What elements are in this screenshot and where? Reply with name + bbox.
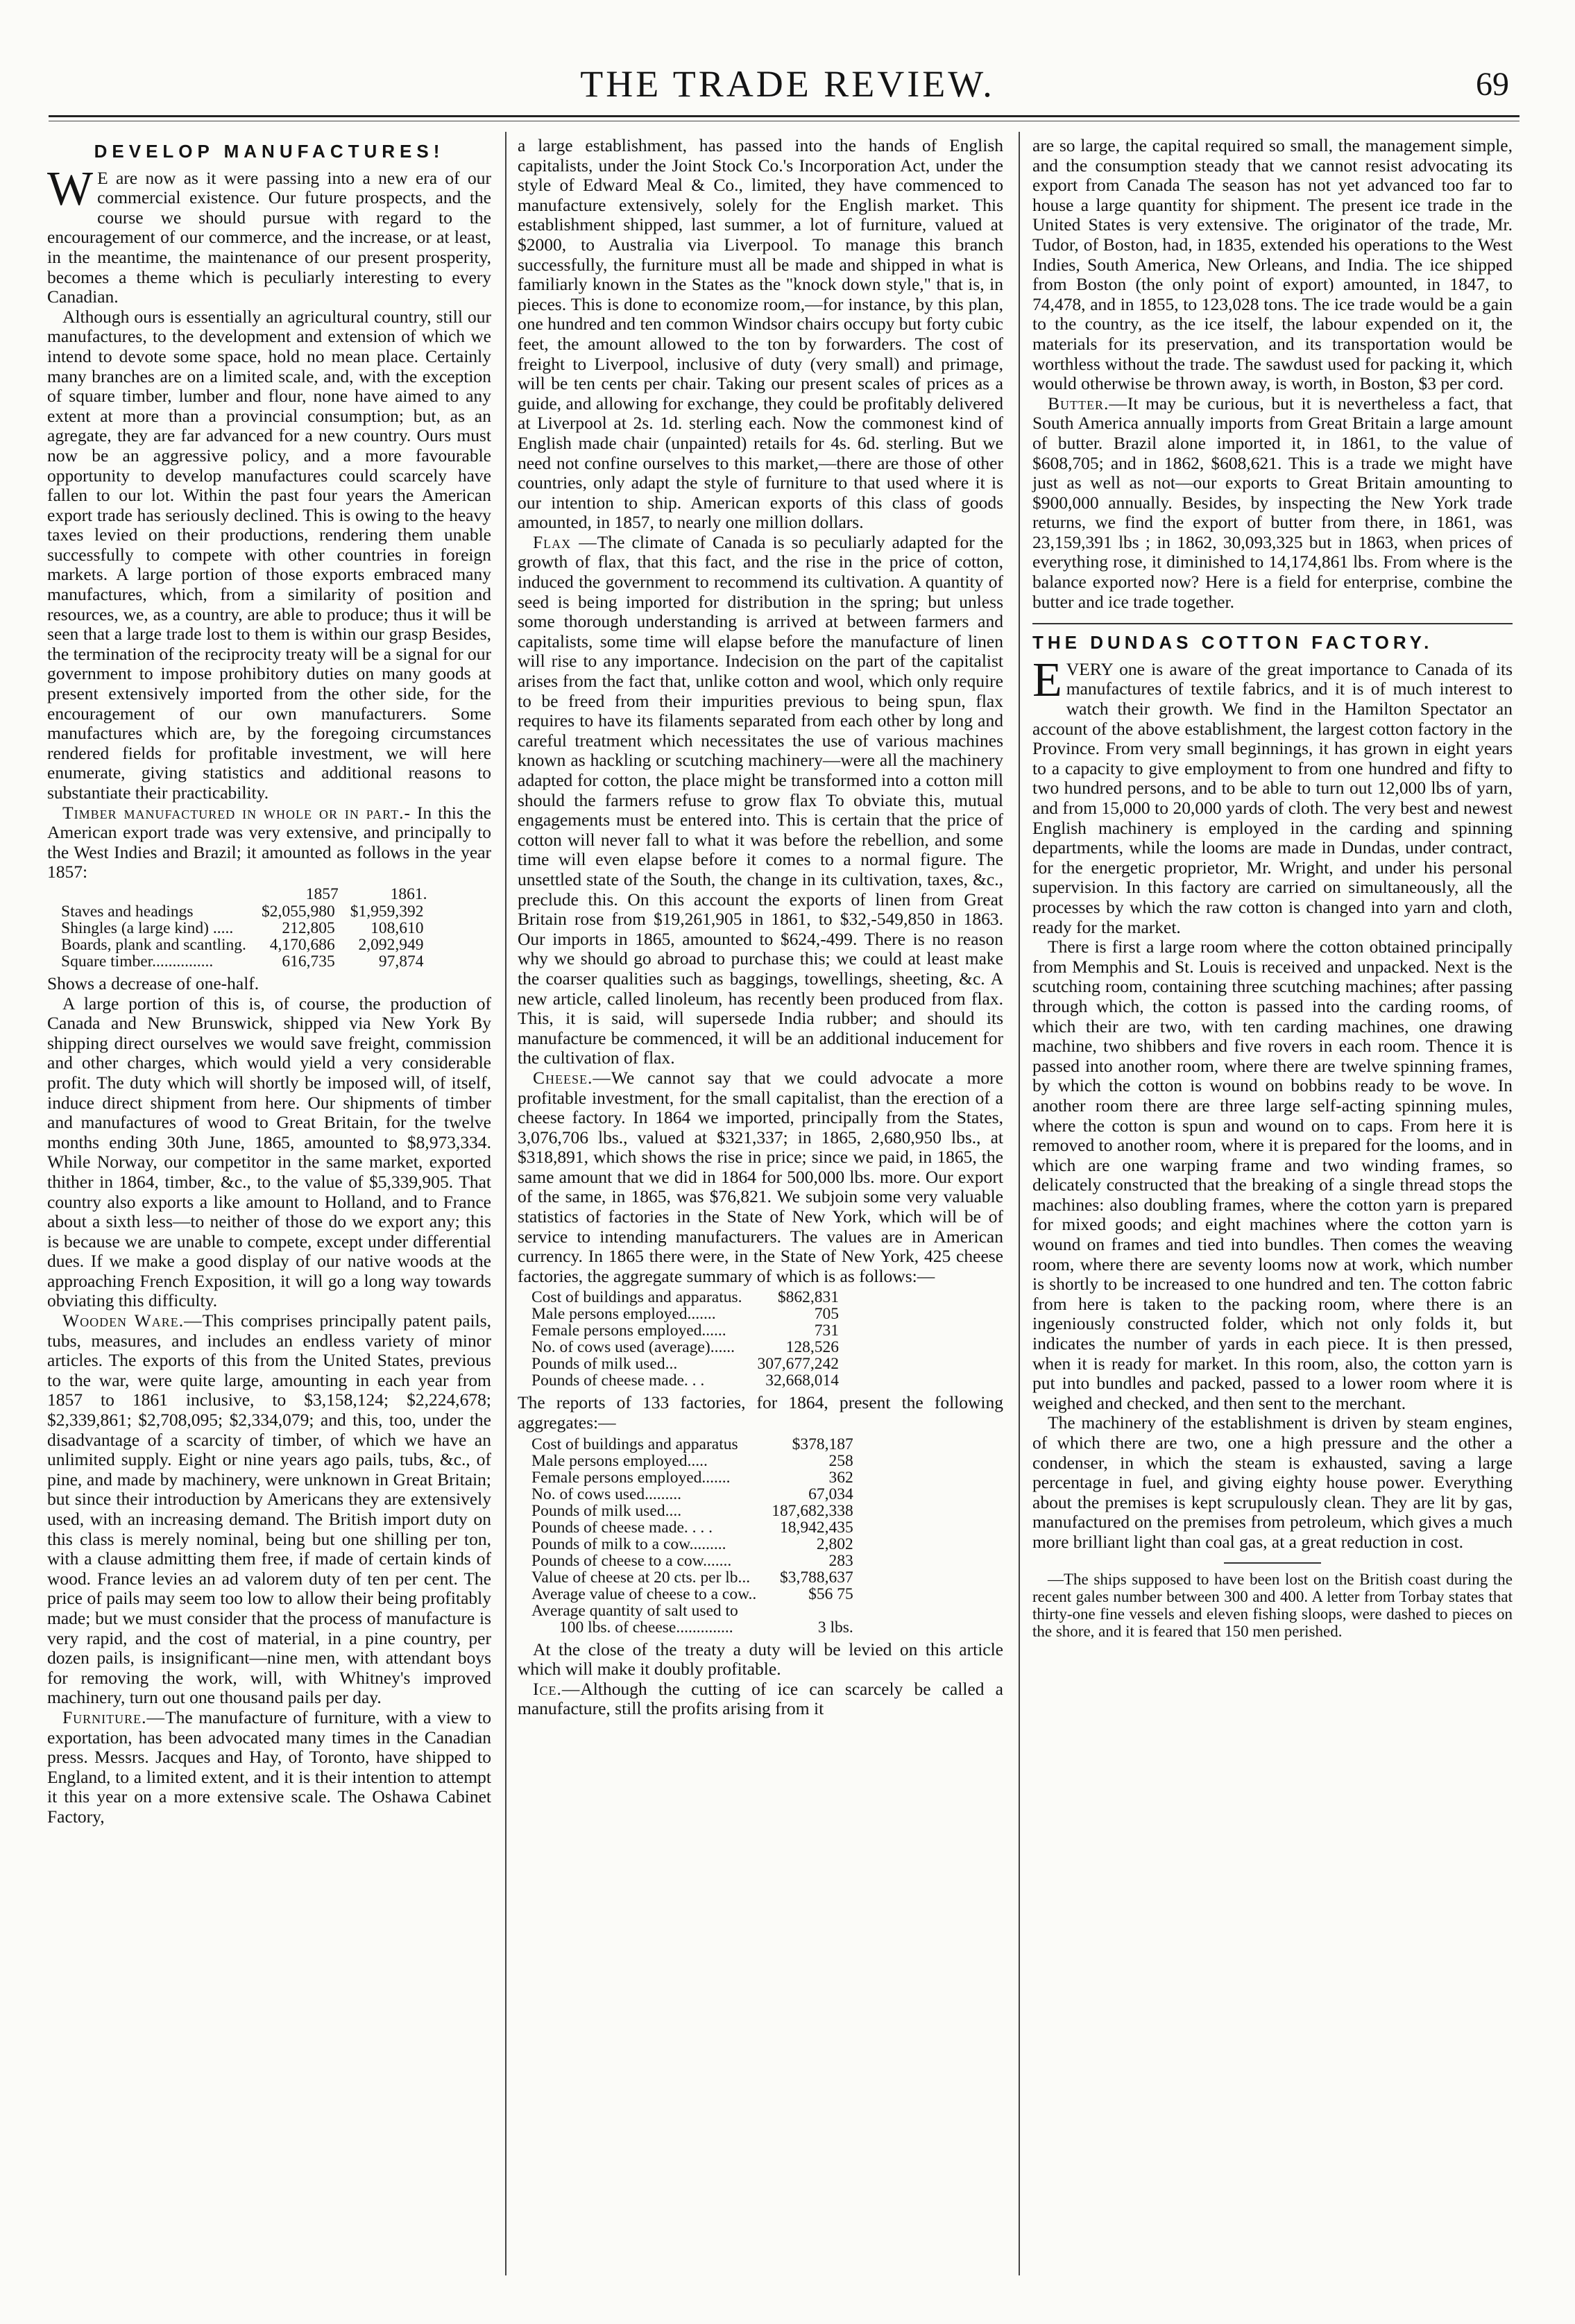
table-row: No. of cows used (average)...... 128,526 [531,1338,840,1357]
column-divider [505,132,506,2275]
table-row: Staves and headings $2,055,980 $1,959,392 [61,902,424,921]
article-paragraph: a large establishment, has passed into the hands of English capitalists, under the Joint Stock Co.'s Incorporation Act, under the style of Edward Meal & Co., limited, they have commenced to manufacture extensively, solely for the English market. This establishment shipped, last summer, a lot of furniture, valued at $2000, to Australia via Liverpool. To manage this branch successfully, the furniture must all be made and shipped in what is familiarly known in the States as the "knock down style," that is, in pieces. This is done to economize room,—for instance, by this plan, one hundred and ten common Windsor chairs occupy but forty cubic feet, the amount allowed to the ton by forwarders. The cost of freight to Liverpool, inclusive of duty (very small) and primage, will be ten cents per chair. Taking our present scales of prices as a guide, and allowing for exchange, they could be profitably delivered at Liverpool at 2s. 1d. sterling each. Now the commonest kind of English made chair (unpainted) retails for 4s. 6d. sterling. But we need not confine ourselves to this market,—there are those of other countries, only adapt the style of furniture to that used where it is our intention to ship. American exports of this class of goods amounted, in 1857, to nearly one million dollars. [518,135,1003,533]
article-paragraph: The reports of 133 factories, for 1864, present the following aggregates:— [518,1392,1003,1433]
page-header [0,62,1575,111]
article-paragraph: EVERY one is aware of the great importance to Canada of its manufactures of textile fabrics, and it is of much interest to watch their growth. We find in the Hamilton Spectator an account of the above establishment, the largest cotton factory in the Province. From very small beginnings, it has grown in eight years to a capacity to give employment to from one hundred and fifty to two hundred persons, and to be able to turn out 12,000 lbs of yarn, and from 15,000 to 20,000 yards of cloth. The very best and newest English machinery is employed in the carding and spinning departments, while the looms are made in Dundas, under contract, for the energetic proprietor, Mr. Wright, and under his personal supervision. In this factory are carried on simultaneously, all the processes by which the raw cotton is changed into yarn and cloth, ready for the market. [1032,653,1513,937]
news-note: —The ships supposed to have been lost on the British coast during the recent gales number between 300 and 400. A letter from Torbay states that thirty-one fine vessels and eleven fishing sloops, were dashed to pieces on the shore, and it is feared that 150 men perished. [1032,1570,1513,1640]
table-row: Male persons employed....... 705 [531,1305,840,1324]
article-paragraph: Butter.—It may be curious, but it is nevertheless a fact, that South America annually imports from Great Britain a large amount of butter. Brazil alone imported it, in 1861, to the value of $608,705; and in 1862, $608,621. This is a trade we might have just as well as not—our exports to Great Britain amounting to $900,000 annually. Besides, by inspecting the New York trade returns, we find the export of butter from there, in 1861, was 23,159,391 lbs ; in 1862, 30,093,325 but in 1863, when prices of everything rose, it diminished to 14,174,861 lbs. From where is the balance exported now? Here is a field for enterprise, combine the butter and ice trade together. [1032,393,1513,612]
article-paragraph: Wooden Ware.—This comprises principally patent pails, tubs, measures, and includes an endless variety of minor articles. The exports of this from the United States, previous to the war, were quite large, amounting in each year from 1857 to 1861 inclusive, to $3,158,124; $2,224,678; $2,339,861; $2,708,095; $2,334,079; and this, too, under the disadvantage of a scarcity of timber, of which we have an unlimited supply. Eight or nine years ago pails, tubs, &c., of pine, and made by machinery, were unknown in Great Britain; but since their introduction by Americans they are extensively used, with an increasing demand. The British import duty on this class is merely nominal, being but one shilling per ton, with a clause admitting them free, if made of certain kinds of wood. France levies an ad valorem duty of ten per cent. The price of pails may seem too low to allow their being profitably made; but we must consider that the process of manufacture is very rapid, and the cost of material, in a pine country, per dozen pails, is insignificant—nine men, with attendant boys for removing the work, will, with Whitney's improved machinery, turn out one thousand pails per day. [47,1310,491,1708]
section-rule [1032,623,1513,624]
timber-export-table [61,885,427,970]
article-paragraph: The machinery of the establishment is driven by steam engines, of which there are two, one a high pressure and the other a condenser, in which the steam is exhausted, saving a large percentage in fuel, and giving eighty house power. Everything about the premises is kept scrupulously clean. They are lit by gas, manufactured on the premises from petroleum, which gives a much more brilliant light than coal gas, at a great reduction in cost. [1032,1412,1513,1552]
cheese-factory-table-1864 [531,1436,858,1636]
table-row: Pounds of milk used.... 187,682,338 [531,1501,853,1520]
article-paragraph: Cheese.—We cannot say that we could advocate a more profitable investment, for the small capitalist, than the erection of a cheese factory. In 1864 we imported, principally from the States, 3,076,706 lbs., valued at $321,337; in 1865, 2,680,950 lbs., at $318,891, which shows the rise in price; since we paid, in 1865, the same amount that we did in 1864 for 500,000 lbs. more. Our export of the same, in 1865, was $76,821. We subjoin some very valuable statistics of factories in the State of New York, which will be of service to intending manufacturers. The values are in American currency. In 1865 there were, in the State of New York, 425 cheese factories, the aggregate summary of which is as follows:— [518,1067,1003,1286]
table-row: Shingles (a large kind) ..... 212,805 108,610 [61,919,424,937]
table-row: Pounds of cheese to a cow....... 283 [531,1551,853,1570]
table-row: Pounds of milk to a cow......... 2,802 [531,1535,853,1553]
table-row: Pounds of cheese made. . . . 18,942,435 [531,1518,853,1537]
page-number: 69 [1476,66,1509,103]
article-paragraph: Flax —The climate of Canada is so peculiarly adapted for the growth of flax, that this fact, and the rise in the price of cotton, induced the government to recommend its cultivation. A quantity of seed is being imported for distribution in the spring; but unless some thorough understanding is arrived at between farmers and capitalists, some time will elapse before the manufacture of linen will rise to any importance. Indecision on the part of the capitalist arises from the fact that, unlike cotton and wool, which only require to be freed from their impurities previous to being spun, flax requires to have its filaments separated from each other by long and careful treatment which necessitates the use of various machines known as hackling or scutching machinery—were all the machinery adapted for cotton, the place might be transformed into a cotton mill should the farmers refuse to grow flax To obviate this, mutual engagements must be entered into. This is certain that the price of cotton will never fall to what it was before the rebellion, and some time will even elapse before it comes to a normal figure. The unsettled state of the South, the change in its cultivation, taxes, &c., preclude this. On this account the exports of linen from Great Britain rose from $19,261,905 in 1861, to $32,-549,850 in 1863. Our imports in 1865, amounted to $624,-499. There is no reason why we should go abroad to purchase this; we could at least make the coarser qualities such as baggings, towellings, sheeting, &c. A new article, called linoleum, has recently been produced from flax. This, it is said, will supersede India rubber; and should its manufacture be commenced, it will be an additional inducement for the cultivation of flax. [518,531,1003,1068]
table-row: Value of cheese at 20 cts. per lb... $3,788,637 [531,1568,853,1587]
article-paragraph: are so large, the capital required so small, the management simple, and the consumption steady that we cannot resist advocating its export from Canada The season has not yet advanced too far to house a large quantity for shipment. The present ice trade in the United States is very extensive. The originator of the trade, Mr. Tudor, of Boston, had, in 1835, extended his operations to the West Indies, South America, New Orleans, and India. The ice shipped from Boston (the only point of export) amounted, in 1847, to 74,478, and in 1855, to 123,028 tons. The ice trade would be a gain to the country, as the ice itself, the labour expended on it, the materials for its preservation, and its transportation would be worthless without the trade. The sawdust used for packing it, which would otherwise be thrown away, is worth, in Boston, $3 per cord. [1032,135,1513,394]
run-in-heading: Timber manufactured in whole or in part.- [62,802,411,823]
table-row: Female persons employed...... 731 [531,1322,840,1340]
table-row: Cost of buildings and apparatus $378,187 [531,1435,853,1453]
run-in-heading: Flax — [533,531,597,552]
column-divider [1019,132,1020,2275]
drop-cap: E [1032,653,1062,707]
article-heading: THE DUNDAS COTTON FACTORY. [1032,632,1433,653]
run-in-heading: Cheese.— [533,1067,611,1088]
column-2 [518,136,1003,1719]
cheese-factory-table-1865 [531,1289,843,1389]
table-row: Pounds of cheese made. . . 32,668,014 [531,1372,840,1390]
header-rule [49,115,1519,117]
section-rule [1224,1562,1321,1564]
article-paragraph: There is first a large room where the cotton obtained principally from Memphis and St. Louis is received and unpacked. Next is the scutching room, containing three scutching machines; after passing through which, the cotton is passed into the carding rooms, of which their are two, with ten carding machines, one drawing machine, two shibbers and five rovers in each room. Thence it is passed into another room, where there are twelve spinning frames, by which the cotton is wound on bobbins ready to be wove. In another room there are three large self-acting spinning mules, where the cotton is spun and wound on to caps. From here it is removed to another room, where it is prepared for the looms, and in which are one warping frame and two winding frames, so delicately constructed that the breaking of a single thread stops the machines: also doubling frames, where the cotton yarn is prepared for mixed goods; and eight machines where the cotton yarn is wound on frames and tied into bundles. Then comes the weaving room, where there are seventy looms now at work, which number is shortly to be increased to one hundred and ten. The cotton fabric from here is taken to the packing room, where there is an ingeniously constructed folder, which not only folds it, but indicates the number of yards in each piece. It is then pressed, when it is ready for market. In this room, also, the cotton yarn is put into bundles and packed, passed to a lower room where it is weighed and checked, and then sent to the merchant. [1032,937,1513,1413]
publication-title: THE TRADE REVIEW. [580,63,995,105]
run-in-heading: Ice.— [533,1678,581,1699]
table-row: Boards, plank and scantling. 4,170,686 2,092,949 [61,935,424,954]
run-in-heading: Wooden Ware.— [62,1310,203,1331]
drop-cap: W [47,162,94,216]
table-row: Cost of buildings and apparatus. $862,831 [531,1288,840,1307]
article-paragraph: A large portion of this is, of course, the production of Canada and New Brunswick, shipped via New York By shipping direct ourselves we would save freight, commission and other charges, which would yield a very considerable profit. The duty which will shortly be imposed will, of itself, induce direct shipment from here. Our shipments of timber and manufactures of wood to Great Britain, for the twelve months ending 30th June, 1865, amounted to $8,973,334. While Norway, our competitor in the same market, exported thither in 1864, timber, &c., to the value of $5,339,905. That country also exports a like amount to Holland, and to France about a sixth less—to neither of those do we export any; this is because we are unable to compete, except under differential dues. If we make a good display of our native woods at the approaching French Exposition, it will go a long way towards obviating this difficulty. [47,993,491,1311]
table-row: Square timber............... 616,735 97,874 [61,952,424,971]
article-paragraph: Although ours is essentially an agricultural country, still our manufactures, to the development and extension of which we intend to devote some space, hold no mean place. Certainly many branches are on a limited scale, and, with the exception of square timber, lumber and flour, none have aimed to any extent at more than a provincial consumption; but, as an agregate, they are far advanced for a new country. Ours must now be an aggressive policy, and a more favourable opportunity to develop manufactures could scarcely have fallen to our lot. Within the past four years the American export trade has seriously declined. This is owing to the heavy taxes levied on their productions, rendering them unable successfully to compete with other countries in foreign markets. A large portion of those exports embraced many manufactures, which, from a similarity of position and resources, we, as a country, are able to produce; thus it will be seen that a large trade lost to them is within our grasp Besides, the termination of the reciprocity treaty will be a signal for our government to impose prohibitory duties on many goods at present extensively imported from the other side, for the encouragement of our own manufacturers. Some manufactures which are, by the foregoing circumstances rendered fields for profitable investment, we will here enumerate, giving statistics and additional reasons to substantiate their practicability. [47,306,491,803]
article-paragraph: Furniture.—The manufacture of furniture, with a view to exportation, has been advocated many times in the Canadian press. Messrs. Jacques and Hay, of Toronto, have shipped to England, to a limited extent, and it is their intention to attempt it this year on a more extensive scale. The Oshawa Cabinet Factory, [47,1707,491,1827]
article-paragraph: At the close of the treaty a duty will be levied on this article which will make it doubly profitable. [518,1639,1003,1680]
article-paragraph: Timber manufactured in whole or in part.- In this the American export trade was very extensive, and principally to the West Indies and Brazil; it amounted as follows in the year 1857: [47,802,492,882]
table-header: 1861. [390,885,427,903]
table-header: 1857 [305,885,339,903]
article-heading: DEVELOP MANUFACTURES! [94,141,445,162]
column-1 [47,136,491,1827]
article-paragraph: Ice.—Although the cutting of ice can scarcely be called a manufacture, still the profits arising from it [518,1678,1003,1719]
article-paragraph: W E are now as it were passing into a new era of our commercial existence. Our future prospects, and the course we should pursue with regard to the encouragement of our commerce, and the increase, or at least, in the meantime, the maintenance of our present prosperity, becomes a theme which is peculiarly interesting to every Canadian. [47,162,491,307]
table-row: 100 lbs. of cheese.............. 3 lbs. [559,1618,853,1637]
run-in-heading: Butter.— [1048,393,1127,413]
table-row: Male persons employed..... 258 [531,1451,853,1470]
column-3 [1032,136,1513,1640]
table-row: Female persons employed....... 362 [531,1468,853,1487]
table-row: Average quantity of salt used to [531,1601,738,1620]
run-in-heading: Furniture.— [62,1707,166,1727]
table-row: Pounds of milk used... 307,677,242 [531,1355,840,1374]
article-paragraph: Shows a decrease of one-half. [47,973,259,993]
table-row: No. of cows used......... 67,034 [531,1485,853,1503]
table-row: Average value of cheese to a cow.. $56 75 [531,1584,853,1603]
